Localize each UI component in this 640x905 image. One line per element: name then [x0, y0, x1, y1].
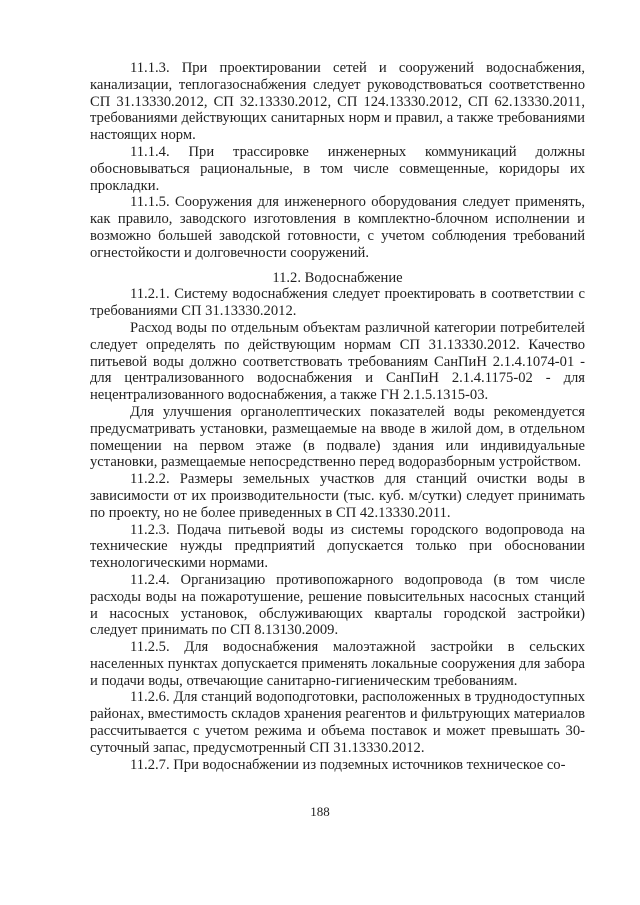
- paragraph-11-1-5: 11.1.5. Сооружения для инженерного оборудования следует применять, как правило, заводского изготовления в комплектно-блочном исполнении и возможно большей заводской готовности, с учетом соблюдения требований огнестойкости и долговечности сооружений.: [90, 194, 585, 261]
- paragraph-11-2-1: 11.2.1. Систему водоснабжения следует проектировать в соответствии с требованиями СП 31.13330.2012.: [90, 286, 585, 320]
- document-body: [90, 60, 585, 773]
- paragraph-water-quality-improvement: Для улучшения органолептических показателей воды рекомендуется предусматривать установки, размещаемые на вводе в жилой дом, в отдельном помещении на первом этаже (в подвале) здания или индивидуальные установки, размещаемые непосредственно перед водоразборным устройством.: [90, 403, 585, 471]
- section-heading: 11.2. Водоснабжение: [272, 269, 403, 286]
- paragraph-11-2-7: 11.2.7. При водоснабжении из подземных источников техническое со-: [130, 756, 566, 773]
- paragraph-11-1-3: 11.1.3. При проектировании сетей и сооружений водоснабжения, канализации, теплогазоснабжения следует руководствоваться соответственно СП 31.13330.2012, СП 32.13330.2012, СП 124.13330.2012, СП 62.13330.2011, требованиями действующих санитарных норм и правил, а также требованиями настоящих норм.: [90, 60, 585, 144]
- paragraph-11-1-4: 11.1.4. При трассировке инженерных коммуникаций должны обосновываться рациональные, в том числе совмещенные, коридоры их прокладки.: [90, 143, 585, 194]
- paragraph-11-2-6: 11.2.6. Для станций водоподготовки, расположенных в труднодоступных районах, вместимость складов хранения реагентов и фильтрующих материалов рассчитывается с учетом режима и объема поставок и может превышать 30-суточный запас, предусмотренный СП 31.13330.2012.: [90, 689, 585, 756]
- page-number: 188: [310, 804, 330, 819]
- paragraph-water-consumption: Расход воды по отдельным объектам различной категории потребителей следует определять по действующим нормам СП 31.13330.2012. Качество питьевой воды должно соответствовать требованиям СанПиН 2.1.4.1074-01 - для централизованного водоснабжения и СанПиН 2.1.4.1175-02 - для нецентрализованного водоснабжения, а также ГН 2.1.5.1315-03.: [90, 319, 585, 404]
- paragraph-11-2-4: 11.2.4. Организацию противопожарного водопровода (в том числе расходы воды на пожаротушение, решение повысительных насосных станций и насосных установок, обслуживающих кварталы городской застройки) следует принимать по СП 8.13130.2009.: [90, 571, 585, 639]
- paragraph-11-2-2: 11.2.2. Размеры земельных участков для станций очистки воды в зависимости от их производительности (тыс. куб. м/сутки) следует принимать по проекту, но не более приведенных в СП 42.13330.2011.: [90, 471, 585, 521]
- paragraph-11-2-5: 11.2.5. Для водоснабжения малоэтажной застройки в сельских населенных пунктах допускается применять локальные сооружения для забора и подачи воды, отвечающие санитарно-гигиеническим требованиям.: [90, 639, 585, 689]
- paragraph-11-2-3: 11.2.3. Подача питьевой воды из системы городского водопровода на технические нужды предприятий допускается только при обосновании технологическими нормами.: [90, 521, 585, 572]
